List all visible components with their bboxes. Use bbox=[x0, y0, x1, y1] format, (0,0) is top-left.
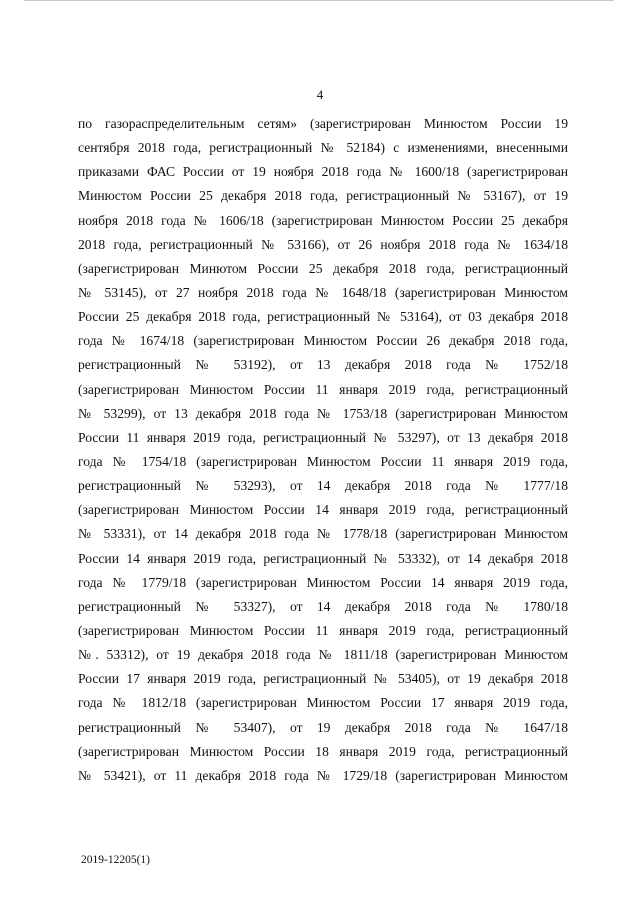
text-line: (зарегистрирован Минютом России 25 декабря 2018 года, регистрационный bbox=[78, 260, 568, 276]
text-line: сентября 2018 года, регистрационный № 52184) с изменениями, внесенными bbox=[78, 140, 568, 156]
text-line: № 53145), от 27 ноября 2018 года № 1648/18 (зарегистрирован Минюстом bbox=[78, 284, 568, 300]
text-line: года № 1812/18 (зарегистрирован Минюстом России 17 января 2019 года, bbox=[78, 695, 568, 711]
text-line: России 17 января 2019 года, регистрационный № 53405), от 19 декабря 2018 bbox=[78, 671, 568, 687]
text-line: России 11 января 2019 года, регистрационный № 53297), от 13 декабря 2018 bbox=[78, 429, 568, 445]
text-line: года № 1779/18 (зарегистрирован Минюстом России 14 января 2019 года, bbox=[78, 574, 568, 590]
text-line: (зарегистрирован Минюстом России 18 января 2019 года, регистрационный bbox=[78, 743, 568, 759]
document-registration-code: 2019-12205(1) bbox=[81, 854, 150, 866]
text-line: № 53299), от 13 декабря 2018 года № 1753/18 (зарегистрирован Минюстом bbox=[78, 405, 568, 421]
text-line: приказами ФАС России от 19 ноября 2018 года № 1600/18 (зарегистрирован bbox=[78, 164, 568, 180]
text-line: регистрационный № 53407), от 19 декабря 2018 года № 1647/18 bbox=[78, 719, 568, 735]
text-line: года № 1754/18 (зарегистрирован Минюстом России 11 января 2019 года, bbox=[78, 453, 568, 469]
page-number: 4 bbox=[316, 87, 324, 102]
text-line: № 53331), от 14 декабря 2018 года № 1778/18 (зарегистрирован Минюстом bbox=[78, 526, 568, 542]
text-line: регистрационный № 53293), от 14 декабря 2018 года № 1777/18 bbox=[78, 478, 568, 494]
text-line: России 25 декабря 2018 года, регистрационный № 53164), от 03 декабря 2018 bbox=[78, 309, 568, 325]
text-line: Минюстом России 25 декабря 2018 года, регистрационный № 53167), от 19 bbox=[78, 188, 568, 204]
text-line: регистрационный № 53327), от 14 декабря 2018 года № 1780/18 bbox=[78, 598, 568, 614]
text-line: России 14 января 2019 года, регистрационный № 53332), от 14 декабря 2018 bbox=[78, 550, 568, 566]
text-line: по газораспределительным сетям» (зарегистрирован Минюстом России 19 bbox=[78, 116, 568, 131]
text-line: №. 53312), от 19 декабря 2018 года № 1811/18 (зарегистрирован Минюстом bbox=[78, 647, 568, 663]
text-line: (зарегистрирован Минюстом России 14 января 2019 года, регистрационный bbox=[78, 502, 568, 518]
text-line: года № 1674/18 (зарегистрирован Минюстом России 26 декабря 2018 года, bbox=[78, 333, 568, 349]
text-line: 2018 года, регистрационный № 53166), от 26 ноября 2018 года № 1634/18 bbox=[78, 236, 568, 252]
text-line: (зарегистрирован Минюстом России 11 января 2019 года, регистрационный bbox=[78, 381, 568, 397]
text-line: регистрационный № 53192), от 13 декабря 2018 года № 1752/18 bbox=[78, 357, 568, 373]
text-line: (зарегистрирован Минюстом России 11 января 2019 года, регистрационный bbox=[78, 622, 568, 638]
body-text bbox=[78, 112, 568, 788]
scan-edge-line bbox=[24, 0, 614, 1]
text-line: ноября 2018 года № 1606/18 (зарегистрирован Минюстом России 25 декабря bbox=[78, 212, 568, 228]
text-line: № 53421), от 11 декабря 2018 года № 1729/18 (зарегистрирован Минюстом bbox=[78, 767, 568, 783]
